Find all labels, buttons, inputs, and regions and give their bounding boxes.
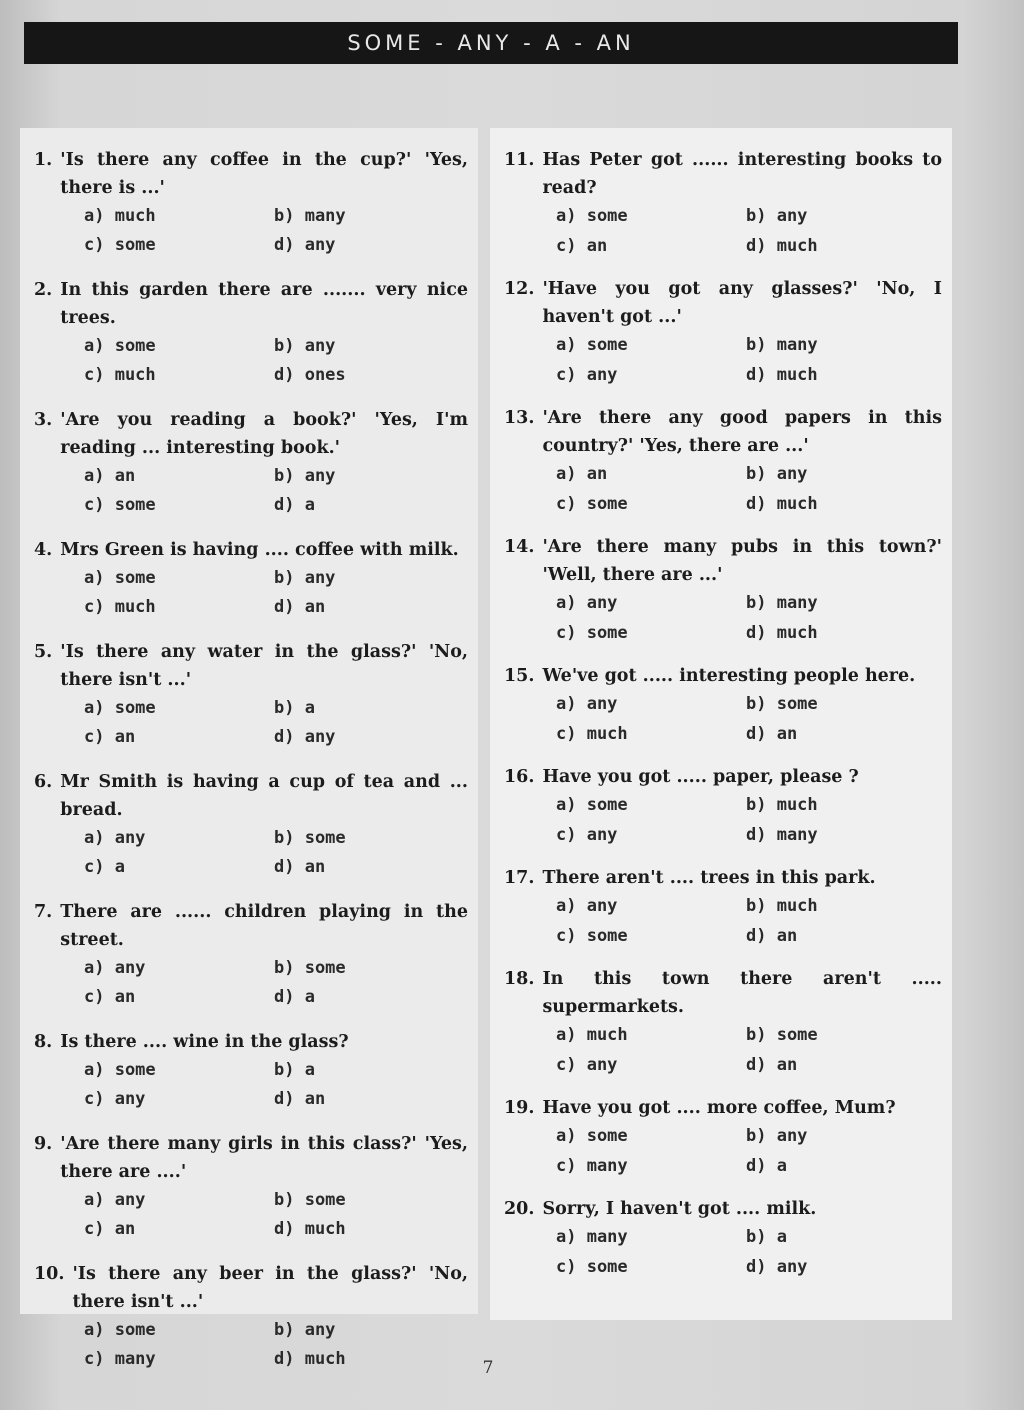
option-a: a) many [556,1227,628,1247]
answer-options [504,1021,942,1080]
question-stem [34,536,468,564]
option-d: d) any [746,1256,808,1277]
option-d: d) many [746,824,818,845]
option-d: d) much [746,493,818,514]
question-text: 'Are you reading a book?' 'Yes, I'm reading ... interesting book.' [60,410,468,458]
option-a: a) some [556,795,628,815]
question-stem [34,1260,468,1316]
option-a: a) an [556,464,608,484]
question-item [504,965,942,1080]
right-column [490,128,952,1320]
question-text: 'Are there many girls in this class?' 'Yes, there are ....' [60,1134,468,1182]
question-item [34,1130,468,1243]
question-text: We've got ..... interesting people here. [542,666,916,686]
question-item [504,1094,942,1181]
option-a: a) some [84,1320,156,1340]
question-text: There are ...... children playing in the street. [60,902,468,950]
option-b: b) any [746,464,808,484]
option-b: b) some [274,828,346,848]
question-stem [504,965,942,1021]
option-a: a) some [556,335,628,355]
question-text: Mr Smith is having a cup of tea and ... bread. [60,772,468,820]
option-d: d) an [274,1088,326,1109]
question-text: Mrs Green is having .... coffee with milk. [60,540,459,560]
question-stem [34,276,468,332]
answer-options [34,694,468,751]
question-number: 9. [34,1134,53,1154]
question-text: There aren't .... trees in this park. [542,868,876,888]
question-item [34,146,468,259]
question-text: 'Is there any water in the glass?' 'No, there isn't ...' [60,642,468,690]
question-stem [34,1130,468,1186]
question-text: 'Is there any beer in the glass?' 'No, there isn't ...' [72,1264,468,1312]
question-text: 'Is there any coffee in the cup?' 'Yes, there is ...' [60,150,468,198]
question-text: Sorry, I haven't got .... milk. [542,1199,817,1219]
question-item [34,768,468,881]
question-number: 3. [34,410,53,430]
question-text: In this town there aren't ..... supermarkets. [542,969,942,1017]
option-a: a) some [84,568,156,588]
option-a: a) any [556,593,618,613]
option-c: c) an [84,986,136,1007]
option-b: b) a [274,698,315,718]
question-number: 14. [504,537,535,557]
answer-options [34,202,468,259]
option-c: c) an [556,235,608,256]
option-b: b) any [274,568,336,588]
question-number: 8. [34,1032,53,1052]
option-a: a) some [556,1126,628,1146]
option-d: d) any [274,234,336,255]
question-stem [504,1195,942,1223]
question-stem [504,533,942,589]
answer-options [34,332,468,389]
option-d: d) an [746,723,798,744]
question-item [504,763,942,850]
option-b: b) much [746,795,818,815]
question-text: 'Are there any good papers in this country?' 'Yes, there are ...' [542,408,942,456]
question-stem [504,662,942,690]
answer-options [504,1122,942,1181]
question-number: 12. [504,279,535,299]
question-item [504,662,942,749]
question-item [34,638,468,751]
question-number: 20. [504,1199,535,1219]
question-number: 2. [34,280,53,300]
option-b: b) many [746,593,818,613]
question-text: 'Are there many pubs in this town?' 'Well, there are ...' [542,537,942,585]
option-d: d) much [746,364,818,385]
question-item [34,1260,468,1373]
answer-options [34,462,468,519]
question-number: 1. [34,150,53,170]
question-number: 4. [34,540,53,560]
question-number: 16. [504,767,535,787]
answer-options [34,1186,468,1243]
option-c: c) much [84,364,156,385]
answer-options [34,824,468,881]
option-c: c) some [84,234,156,255]
question-item [504,864,942,951]
question-number: 13. [504,408,535,428]
question-stem [504,763,942,791]
question-item [504,404,942,519]
option-a: a) some [84,1060,156,1080]
question-text: Is there .... wine in the glass? [60,1032,349,1052]
question-stem [34,638,468,694]
question-stem [504,404,942,460]
option-c: c) a [84,856,125,877]
question-stem [504,146,942,202]
option-d: d) much [746,235,818,256]
option-c: c) any [84,1088,146,1109]
option-a: a) any [556,694,618,714]
answer-options [34,954,468,1011]
question-stem [34,768,468,824]
question-number: 17. [504,868,535,888]
option-b: b) any [746,206,808,226]
question-stem [34,898,468,954]
question-item [34,898,468,1011]
question-item [504,1195,942,1282]
option-d: d) much [274,1348,346,1369]
question-text: Have you got ..... paper, please ? [542,767,859,787]
answer-options [504,892,942,951]
answer-options [504,460,942,519]
question-item [504,533,942,648]
option-a: a) any [84,958,146,978]
option-b: b) some [746,1025,818,1045]
question-item [34,1028,468,1113]
option-c: c) many [84,1348,156,1369]
question-stem [34,146,468,202]
question-stem [34,406,468,462]
answer-options [504,791,942,850]
question-number: 7. [34,902,53,922]
answer-options [504,202,942,261]
option-b: b) a [274,1060,315,1080]
answer-options [34,1056,468,1113]
option-d: d) an [274,596,326,617]
option-d: d) an [746,1054,798,1075]
answer-options [504,690,942,749]
question-number: 5. [34,642,53,662]
question-text: In this garden there are ....... very nice trees. [60,280,468,328]
question-stem [34,1028,468,1056]
option-a: a) some [84,336,156,356]
option-d: d) ones [274,364,346,385]
option-a: a) some [84,698,156,718]
option-c: c) any [556,364,618,385]
option-c: c) an [84,726,136,747]
left-column [20,128,478,1369]
answer-options [504,1223,942,1282]
option-c: c) an [84,1218,136,1239]
answer-options [34,1316,468,1373]
question-item [504,275,942,390]
question-text: 'Have you got any glasses?' 'No, I haven't got ...' [542,279,942,327]
question-stem [504,275,942,331]
option-d: d) much [274,1218,346,1239]
option-a: a) any [84,1190,146,1210]
option-c: c) some [556,1256,628,1277]
option-a: a) any [556,896,618,916]
option-b: b) many [746,335,818,355]
option-c: c) some [556,622,628,643]
option-a: a) much [556,1025,628,1045]
option-c: c) some [84,494,156,515]
option-c: c) some [556,493,628,514]
question-stem [504,864,942,892]
option-a: a) much [84,206,156,226]
option-d: d) an [274,856,326,877]
question-number: 6. [34,772,53,792]
option-d: d) a [274,986,315,1007]
option-c: c) any [556,1054,618,1075]
page-number: 7 [482,1358,494,1378]
option-a: a) some [556,206,628,226]
option-b: b) some [274,958,346,978]
option-c: c) some [556,925,628,946]
option-d: d) much [746,622,818,643]
option-c: c) many [556,1155,628,1176]
question-item [34,536,468,621]
option-b: b) a [746,1227,787,1247]
question-number: 15. [504,666,535,686]
question-number: 11. [504,150,535,170]
answer-options [34,564,468,621]
option-b: b) any [274,1320,336,1340]
option-c: c) much [84,596,156,617]
option-b: b) some [274,1190,346,1210]
option-b: b) any [274,466,336,486]
option-d: d) an [746,925,798,946]
question-text: Has Peter got ...... interesting books to read? [542,150,942,198]
option-c: c) any [556,824,618,845]
option-b: b) much [746,896,818,916]
option-b: b) any [746,1126,808,1146]
question-text: Have you got .... more coffee, Mum? [542,1098,896,1118]
option-a: a) an [84,466,136,486]
option-d: d) any [274,726,336,747]
option-c: c) much [556,723,628,744]
question-stem [504,1094,942,1122]
option-d: d) a [274,494,315,515]
question-item [34,276,468,389]
question-number: 19. [504,1098,535,1118]
answer-options [504,589,942,648]
question-item [34,406,468,519]
question-number: 18. [504,969,535,989]
option-d: d) a [746,1155,787,1176]
answer-options [504,331,942,390]
option-a: a) any [84,828,146,848]
page-title: SOME - ANY - A - AN [24,22,958,64]
option-b: b) some [746,694,818,714]
option-b: b) many [274,206,346,226]
question-number: 10. [34,1264,65,1284]
option-b: b) any [274,336,336,356]
question-item [504,146,942,261]
